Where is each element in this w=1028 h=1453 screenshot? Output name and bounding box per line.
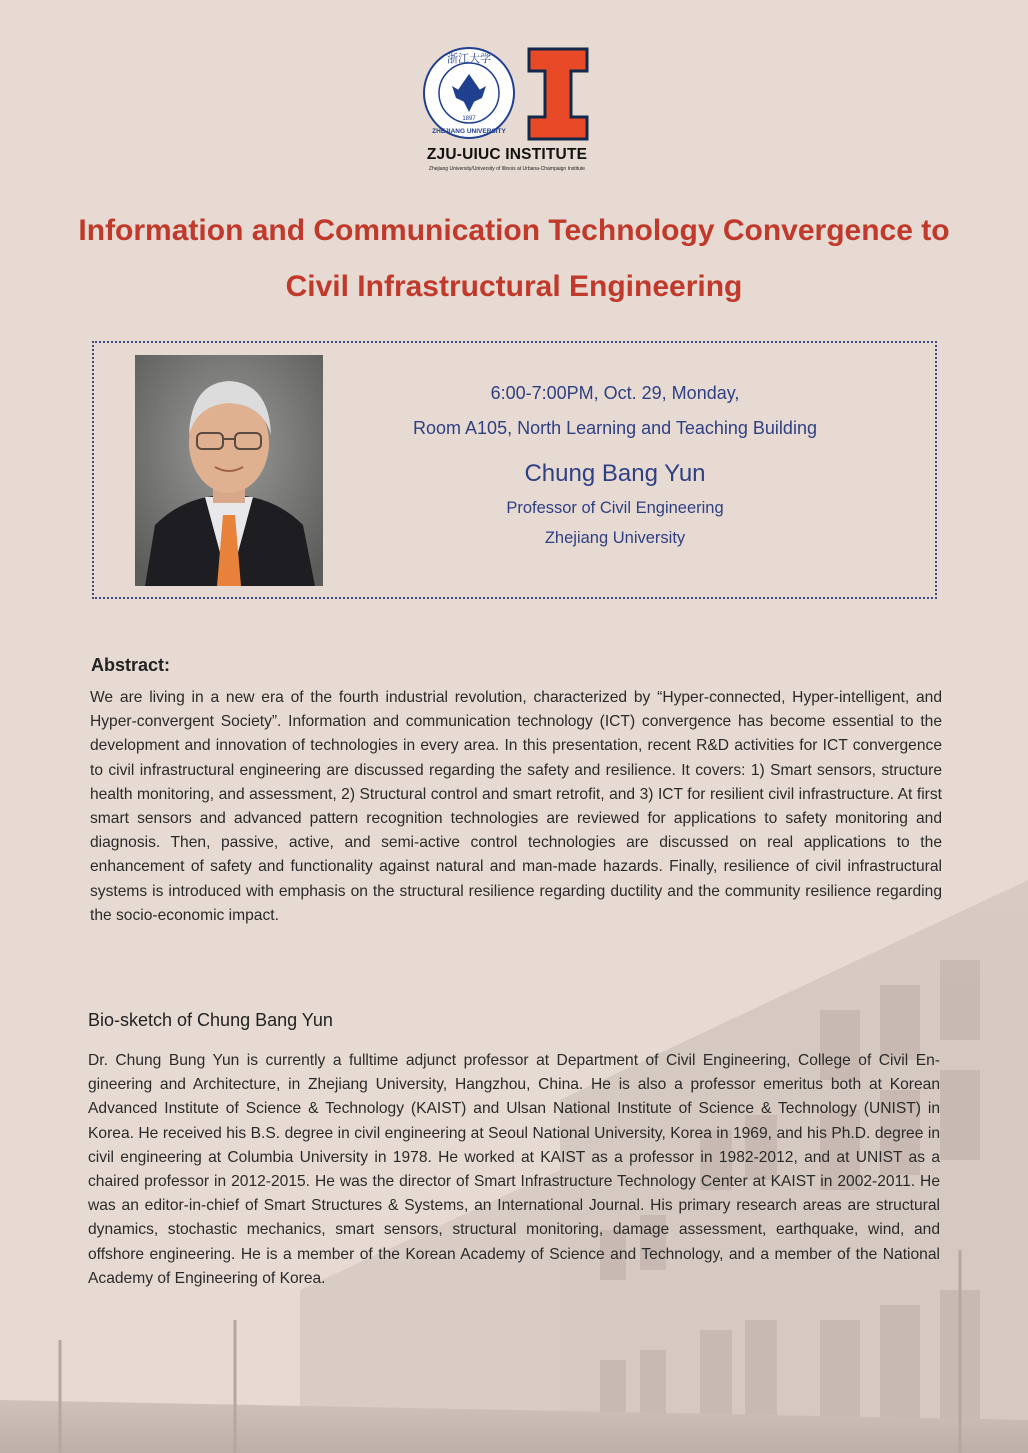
zju-logo-year: 1897 [462, 116, 476, 122]
abstract-text: We are living in a new era of the fourth industrial revolution, characterized by “Hyper-connected, Hyper-intelligent, and Hyper-convergent Society”. Information and communication technology (ICT) convergence has become essential to the development and innovation of technologies in every area. In this presentation, recent R&D activities for ICT convergence to civil infrastructural engineering are discussed regarding the safety and resilience. It covers: 1) Smart sensors, structure health monitoring, and assessment, 2) Structural control and smart retrofit, and 3) ICT for resilient civil infrastructure. At first smart sensors and advanced pattern recognition technologies are reviewed for applications to safety monitoring and diagnosis. Then, passive, active, and semi-active control technologies are discussed on real applications to the enhancement of safety and functionality against natural and man-made hazards. Finally, resilience of civil infrastructural systems is introduced with emphasis on the structural resilience regarding ductility and the community resilience regarding the socio-economic impact. [90, 689, 942, 924]
bio-text: Dr. Chung Bung Yun is currently a fulltime adjunct professor at Department of Civil Engineering, College of Civil Engineering and Architecture, in Zhejiang University, Hangzhou, China. He is also a professor emeritus both at Korean Advanced Institute of Science & Technology (KAIST) and Ulsan National Institute of Science & Technology (UNIST) in Korea. He received his B.S. degree in civil engineering at Seoul National University, Korea in 1969, and his Ph.D. degree in civil engineering at Columbia University in 1978. He worked at KAIST as a professor in 1982-2012, and at UNIST as a chaired professor in 2012-2015. He was the director of Smart Infrastructure Technology Center at KAIST in 2002-2011. He was an editor-in-chief of Smart Structures & Systems, an International Journal. His primary research areas are structural dynamics, stochastic mechanics, smart sensors, structural monitoring, damage assessment, earthquake, wind, and offshore engineering. He is a member of the Korean Academy of Science and Technology, and a member of the National Academy of Engineering of Korea. [88, 1052, 940, 1287]
event-location: Room A105, North Learning and Teaching Building [413, 418, 817, 438]
speaker-affiliation: Zhejiang University [544, 529, 686, 547]
speaker-photo [135, 355, 323, 586]
zju-logo [422, 46, 516, 140]
institute-subtitle: Zhejiang University/University of Illinois at Urbana-Champaign Institute [428, 166, 586, 172]
institute-name: ZJU-UIUC INSTITUTE [426, 146, 588, 163]
abstract-heading: Abstract: [91, 655, 171, 675]
zju-logo-chinese: 浙江大学 [447, 52, 491, 65]
speaker-position: Professor of Civil Engineering [506, 499, 724, 517]
bio-heading: Bio-sketch of Chung Bang Yun [88, 1010, 333, 1030]
speaker-name: Chung Bang Yun [524, 460, 706, 487]
talk-title-line1: Information and Communication Technology Convergence to [78, 214, 950, 247]
event-time: 6:00-7:00PM, Oct. 29, Monday, [490, 383, 740, 403]
talk-title-line2: Civil Infrastructural Engineering [285, 270, 743, 303]
illinois-i-logo [527, 47, 589, 141]
zju-logo-name: ZHEJIANG UNIVERSITY [432, 128, 506, 135]
